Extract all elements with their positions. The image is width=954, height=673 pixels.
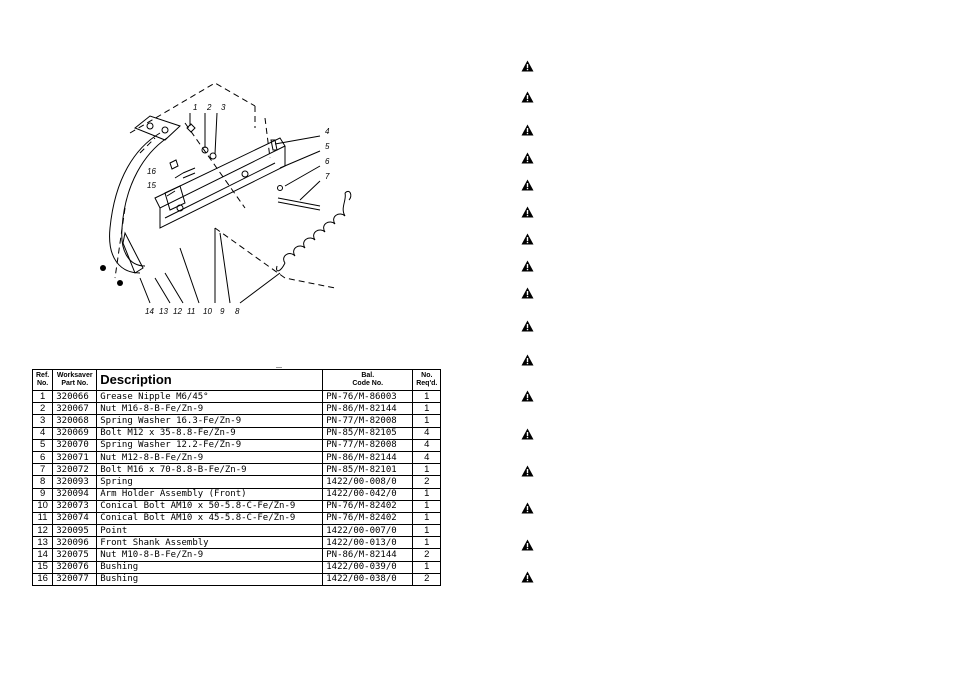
warning-triangle-icon (521, 260, 534, 272)
description-cell: Bushing (97, 573, 323, 585)
description-cell: Conical Bolt AM10 x 45-5.8-C-Fe/Zn-9 (97, 512, 323, 524)
part-no-cell: 320074 (53, 512, 97, 524)
header-code-no: Bal. Code No. (323, 370, 413, 391)
code-no-cell: 1422/00-042/0 (323, 488, 413, 500)
description-cell: Nut M16-8-B-Fe/Zn-9 (97, 403, 323, 415)
code-no-cell: PN-86/M-82144 (323, 403, 413, 415)
callout-1: 1 (193, 103, 198, 112)
header-ref: Ref. No. (33, 370, 53, 391)
ref-cell: 8 (33, 476, 53, 488)
part-no-cell: 320094 (53, 488, 97, 500)
code-no-cell: 1422/00-007/0 (323, 525, 413, 537)
code-no-cell: PN-77/M-82008 (323, 439, 413, 451)
table-row (33, 403, 441, 415)
warning-triangle-icon (521, 571, 534, 583)
warning-triangle-icon (521, 152, 534, 164)
ref-cell: 7 (33, 464, 53, 476)
description-cell: Arm Holder Assembly (Front) (97, 488, 323, 500)
warning-triangle-icon (521, 287, 534, 299)
part-no-cell: 320073 (53, 500, 97, 512)
callout-4: 4 (325, 127, 330, 136)
warning-triangle-icon (521, 179, 534, 191)
part-no-cell: 320076 (53, 561, 97, 573)
ref-cell: 5 (33, 439, 53, 451)
ref-cell: 16 (33, 573, 53, 585)
qty-cell: 1 (413, 537, 441, 549)
table-row (33, 537, 441, 549)
warning-triangle-icon (521, 465, 534, 477)
header-part-no: Worksaver Part No. (53, 370, 97, 391)
ref-cell: 14 (33, 549, 53, 561)
description-cell: Front Shank Assembly (97, 537, 323, 549)
ref-cell: 10 (33, 500, 53, 512)
ref-cell: 3 (33, 415, 53, 427)
table-row (33, 464, 441, 476)
callout-5: 5 (325, 142, 330, 151)
code-no-cell: 1422/00-038/0 (323, 573, 413, 585)
part-no-cell: 320096 (53, 537, 97, 549)
table-row (33, 500, 441, 512)
warning-triangle-icon (521, 354, 534, 366)
warning-triangle-icon (521, 233, 534, 245)
ref-cell: 6 (33, 451, 53, 463)
warning-triangle-icon (521, 206, 534, 218)
warning-triangle-icon (521, 539, 534, 551)
part-no-cell: 320072 (53, 464, 97, 476)
callout-6: 6 (325, 157, 330, 166)
code-no-cell: PN-86/M-82144 (323, 451, 413, 463)
part-no-cell: 320075 (53, 549, 97, 561)
table-row (33, 415, 441, 427)
warning-triangle-icon (521, 502, 534, 514)
qty-cell: 4 (413, 439, 441, 451)
part-no-cell: 320077 (53, 573, 97, 585)
callout-16: 16 (147, 167, 156, 176)
part-no-cell: 320071 (53, 451, 97, 463)
qty-cell: 4 (413, 427, 441, 439)
code-no-cell: PN-76/M-82402 (323, 500, 413, 512)
callout-8: 8 (235, 307, 240, 316)
table-row (33, 488, 441, 500)
header-qty: No. Req'd. (413, 370, 441, 391)
code-no-cell: PN-76/M-82402 (323, 512, 413, 524)
table-row (33, 427, 441, 439)
ref-cell: 12 (33, 525, 53, 537)
parts-exploded-diagram (95, 78, 365, 323)
callout-10: 10 (203, 307, 212, 316)
description-cell: Bolt M16 x 70-8.8-B-Fe/Zn-9 (97, 464, 323, 476)
code-no-cell: PN-77/M-82008 (323, 415, 413, 427)
warning-triangle-icon (521, 124, 534, 136)
parts-list-table (32, 369, 441, 586)
description-cell: Spring Washer 16.3-Fe/Zn-9 (97, 415, 323, 427)
separator-mark (276, 367, 282, 368)
table-row (33, 573, 441, 585)
table-header-row (33, 370, 441, 391)
code-no-cell: PN-85/M-82101 (323, 464, 413, 476)
warning-triangle-icon (521, 60, 534, 72)
callout-11: 11 (187, 307, 196, 316)
part-no-cell: 320070 (53, 439, 97, 451)
part-no-cell: 320068 (53, 415, 97, 427)
parts-table-body (33, 391, 441, 586)
table-row (33, 512, 441, 524)
part-no-cell: 320067 (53, 403, 97, 415)
code-no-cell: 1422/00-013/0 (323, 537, 413, 549)
qty-cell: 2 (413, 476, 441, 488)
code-no-cell: PN-86/M-82144 (323, 549, 413, 561)
part-no-cell: 320069 (53, 427, 97, 439)
description-cell: Point (97, 525, 323, 537)
code-no-cell: 1422/00-008/0 (323, 476, 413, 488)
description-cell: Spring (97, 476, 323, 488)
description-cell: Nut M10-8-B-Fe/Zn-9 (97, 549, 323, 561)
qty-cell: 1 (413, 403, 441, 415)
qty-cell: 1 (413, 391, 441, 403)
code-no-cell: 1422/00-039/0 (323, 561, 413, 573)
part-no-cell: 320095 (53, 525, 97, 537)
table-row (33, 476, 441, 488)
ref-cell: 9 (33, 488, 53, 500)
ref-cell: 15 (33, 561, 53, 573)
table-row (33, 451, 441, 463)
ref-cell: 11 (33, 512, 53, 524)
table-row (33, 549, 441, 561)
description-cell: Bolt M12 x 35-8.8-Fe/Zn-9 (97, 427, 323, 439)
qty-cell: 1 (413, 464, 441, 476)
qty-cell: 1 (413, 415, 441, 427)
description-cell: Conical Bolt AM10 x 50-5.8-C-Fe/Zn-9 (97, 500, 323, 512)
qty-cell: 4 (413, 451, 441, 463)
description-cell: Spring Washer 12.2-Fe/Zn-9 (97, 439, 323, 451)
qty-cell: 1 (413, 500, 441, 512)
description-cell: Bushing (97, 561, 323, 573)
table-row (33, 391, 441, 403)
callout-7: 7 (325, 172, 330, 181)
code-no-cell: PN-76/M-86003 (323, 391, 413, 403)
qty-cell: 2 (413, 573, 441, 585)
part-no-cell: 320066 (53, 391, 97, 403)
qty-cell: 1 (413, 512, 441, 524)
warning-triangle-icon (521, 91, 534, 103)
part-no-cell: 320093 (53, 476, 97, 488)
ref-cell: 2 (33, 403, 53, 415)
qty-cell: 2 (413, 549, 441, 561)
table-row (33, 561, 441, 573)
code-no-cell: PN-85/M-82105 (323, 427, 413, 439)
callout-3: 3 (221, 103, 226, 112)
callout-13: 13 (159, 307, 168, 316)
table-row (33, 439, 441, 451)
qty-cell: 1 (413, 525, 441, 537)
callout-12: 12 (173, 307, 182, 316)
qty-cell: 1 (413, 561, 441, 573)
warning-triangle-icon (521, 428, 534, 440)
ref-cell: 4 (33, 427, 53, 439)
table-row (33, 525, 441, 537)
callout-15: 15 (147, 181, 156, 190)
callout-9: 9 (220, 307, 225, 316)
ref-cell: 1 (33, 391, 53, 403)
description-cell: Grease Nipple M6/45° (97, 391, 323, 403)
header-description: Description (97, 370, 323, 391)
callout-14: 14 (145, 307, 154, 316)
ref-cell: 13 (33, 537, 53, 549)
description-cell: Nut M12-8-B-Fe/Zn-9 (97, 451, 323, 463)
callout-2: 2 (207, 103, 212, 112)
warning-triangle-icon (521, 390, 534, 402)
warning-triangle-icon (521, 320, 534, 332)
qty-cell: 1 (413, 488, 441, 500)
